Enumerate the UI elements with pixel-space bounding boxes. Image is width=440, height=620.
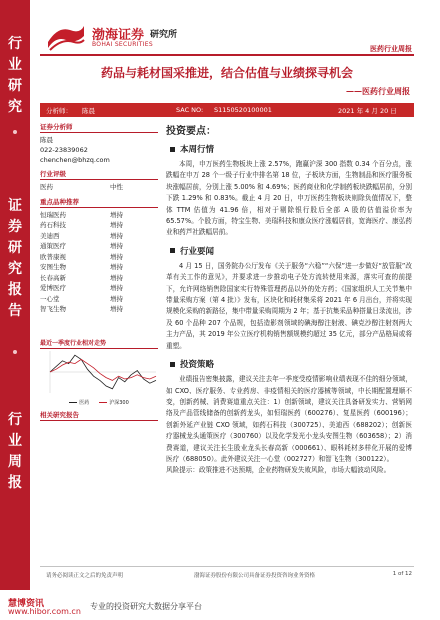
picks-head: 重点品种推荐 bbox=[40, 197, 158, 208]
subheading-news: 行业要闻 bbox=[170, 245, 412, 257]
pick-row: 智飞生物 增持 bbox=[40, 305, 123, 313]
analyst-info-bar bbox=[40, 103, 414, 117]
industry-name: 医药 bbox=[40, 183, 53, 191]
report-title: 药品与耗材国采推进，结合估值与业绩探寻机会 bbox=[100, 66, 353, 80]
page-number: 1 of 12 bbox=[392, 571, 412, 577]
banner-site[interactable]: www.hibor.com.cn bbox=[8, 607, 81, 616]
pick-row: 爱博医疗 增持 bbox=[40, 284, 123, 292]
institute-label: 研究所 bbox=[150, 30, 178, 40]
side-label-mid: 证 券 研 究 报 告 bbox=[8, 198, 22, 319]
left-column bbox=[40, 122, 158, 315]
pick-row: 恒瑞医药 增持 bbox=[40, 210, 123, 219]
pick-row: 长春高新 增持 bbox=[40, 273, 123, 282]
logo-cn-text: 渤海证券 bbox=[92, 28, 145, 43]
analyst-contact-name: 陈晨 bbox=[40, 136, 53, 144]
subheading-market: 本周行情 bbox=[170, 143, 412, 155]
relative-trend-chart bbox=[40, 338, 158, 404]
chart-title: 最近一季度行业相对走势 bbox=[40, 338, 158, 349]
pick-row: 欧普康视 增持 bbox=[40, 252, 123, 261]
subheading-strategy: 投资策略 bbox=[170, 358, 412, 370]
pick-row: 美迪西 增持 bbox=[40, 231, 123, 240]
report-type: 医药行业周报 bbox=[370, 45, 412, 53]
side-label-bottom: 行 业 周 报 bbox=[8, 412, 22, 491]
header-divider bbox=[40, 54, 414, 56]
analyst-phone: 022-23839062 bbox=[40, 146, 88, 154]
banner-brand: 慧博资讯 bbox=[8, 599, 45, 609]
sac-label: SAC NO: bbox=[176, 106, 204, 114]
section-heading: 投资要点： bbox=[166, 126, 216, 137]
bullet-icon bbox=[170, 147, 175, 152]
banner-slogan: 专业的投资研究大数据分享平台 bbox=[90, 602, 202, 611]
analyst-email[interactable]: chenchen@bhzq.com bbox=[40, 156, 110, 164]
main-content bbox=[166, 122, 412, 477]
legend-item-2: 沪深300 bbox=[99, 399, 129, 406]
side-dot bbox=[13, 130, 17, 134]
footer-disclaimer: 请务必阅读正文之后的免责声明 bbox=[46, 573, 124, 579]
industry-rating-row bbox=[40, 182, 158, 193]
legend-item-1: 医药 bbox=[69, 399, 89, 406]
trend-chart-svg bbox=[40, 349, 158, 395]
side-dot bbox=[13, 350, 17, 354]
analyst-name: 陈晨 bbox=[82, 107, 95, 115]
industry-rating-head: 行业评级 bbox=[40, 169, 158, 180]
analyst-label: 分析师： bbox=[46, 107, 72, 115]
chart-legend bbox=[40, 399, 158, 406]
footer-divider bbox=[40, 566, 414, 567]
report-date: 2021 年 4 月 20 日 bbox=[338, 107, 397, 115]
pick-row: 药石科技 增持 bbox=[40, 221, 123, 229]
related-reports-head: 相关研究报告 bbox=[40, 410, 158, 421]
side-label-top: 行 业 研 究 bbox=[8, 36, 22, 115]
paragraph-strategy: 业绩报告密集披露，建议关注去年一季度受疫情影响业绩表现不佳的细分领域，如 CXO、医疗服务、专业药房、非疫情相关的医疗器械等领域，中长期配置理顺不变，创新药械、消费赛道重点关注：1）创新领域，建议关注具备研发实力、营销网络及产品管线储备的创新药龙头，如恒瑞医药（600276）、复星医药（600196）；创新外延产业链 CXO 领域，如药石科技（300725）、美迪西（688202）；创新医疗器械龙头通策医疗（300760）以及化学发光小龙头安图生物（603658）；2）消费赛道，建议关注长生股业龙头长春高新（000661）、眼科耗材多样化开展的爱博医疗（688050）。此外建议关注一心堂（002727）和智飞生物（300122）。 bbox=[166, 375, 412, 463]
paragraph-market: 本周，申万医药生物板块上涨 2.57%，跑赢沪深 300 指数 0.34 个百分点，涨跌幅在申万 28 个一级子行业中排名第 18 位，子板块方面，生物制品和医疗服务板块涨幅居前，分别上涨 5.00% 和 4.69%；医药商业和化学制药板块跌幅居前，分别下跌 1.29% 和 0.83%。截止 4 月 20 日，申万医药生物板块则除负值情况下，整体 TTM 估值为 41.96 倍，相对于剔除银行股后全部 A 股的估值溢价率为 65.57%。个股方面，特宝生物、美瑞科技和康众医疗涨幅居前，宽海医疗、康弘药业和药芦社跌幅居前。 bbox=[166, 160, 412, 237]
analyst-head: 证券分析师 bbox=[40, 122, 158, 133]
footer-company: 渤海证券股份有限公司具备证券投资咨询业务资格 bbox=[194, 573, 316, 579]
bullet-icon bbox=[170, 248, 175, 253]
report-subtitle: ——医药行业周报 bbox=[346, 86, 410, 96]
bohai-logo-icon bbox=[46, 22, 86, 52]
pick-row: 通策医疗 增持 bbox=[40, 242, 123, 250]
bullet-icon bbox=[170, 362, 175, 367]
pick-row: 安图生物 增持 bbox=[40, 263, 123, 271]
risk-warning: 风险提示：政策推进不达预期，企业药物研发失败风险，市场大幅波动风险。 bbox=[166, 466, 391, 475]
paragraph-news: 4 月 15 日，国务院办公厅发布《关于服务“六稳”“六保”进一步做好“放管服”改革有关工作的意见》，并要求进一步推动电子处方流转使用来源，落实可查的前提下，允许网络销售除国家实行特殊管理药品以外的处方药；《国家组织人工关节集中带量采购方案（第 4 批）》发布，区块化和耗材集采将 2021 年 6 月出台，并将实现规模化采购的新路径，集中带量采购周期为 2 年；基于抗集采品种搭量日录流出，涉及 60 个品种 207 个品规，包括造影剂领域的碘海醇注射液、碘克沙醇注射剂两大主力产品，其 2019 年公立医疗机构销售额规模约超过 35 亿元，部分产品格局或将重塑。 bbox=[166, 261, 412, 350]
industry-rating: 中性 bbox=[110, 183, 123, 191]
sac-number: S1150520100001 bbox=[214, 106, 272, 114]
logo-en-text: BOHAI SECURITIES bbox=[92, 41, 153, 48]
pick-row: 一心堂 增持 bbox=[40, 294, 123, 303]
